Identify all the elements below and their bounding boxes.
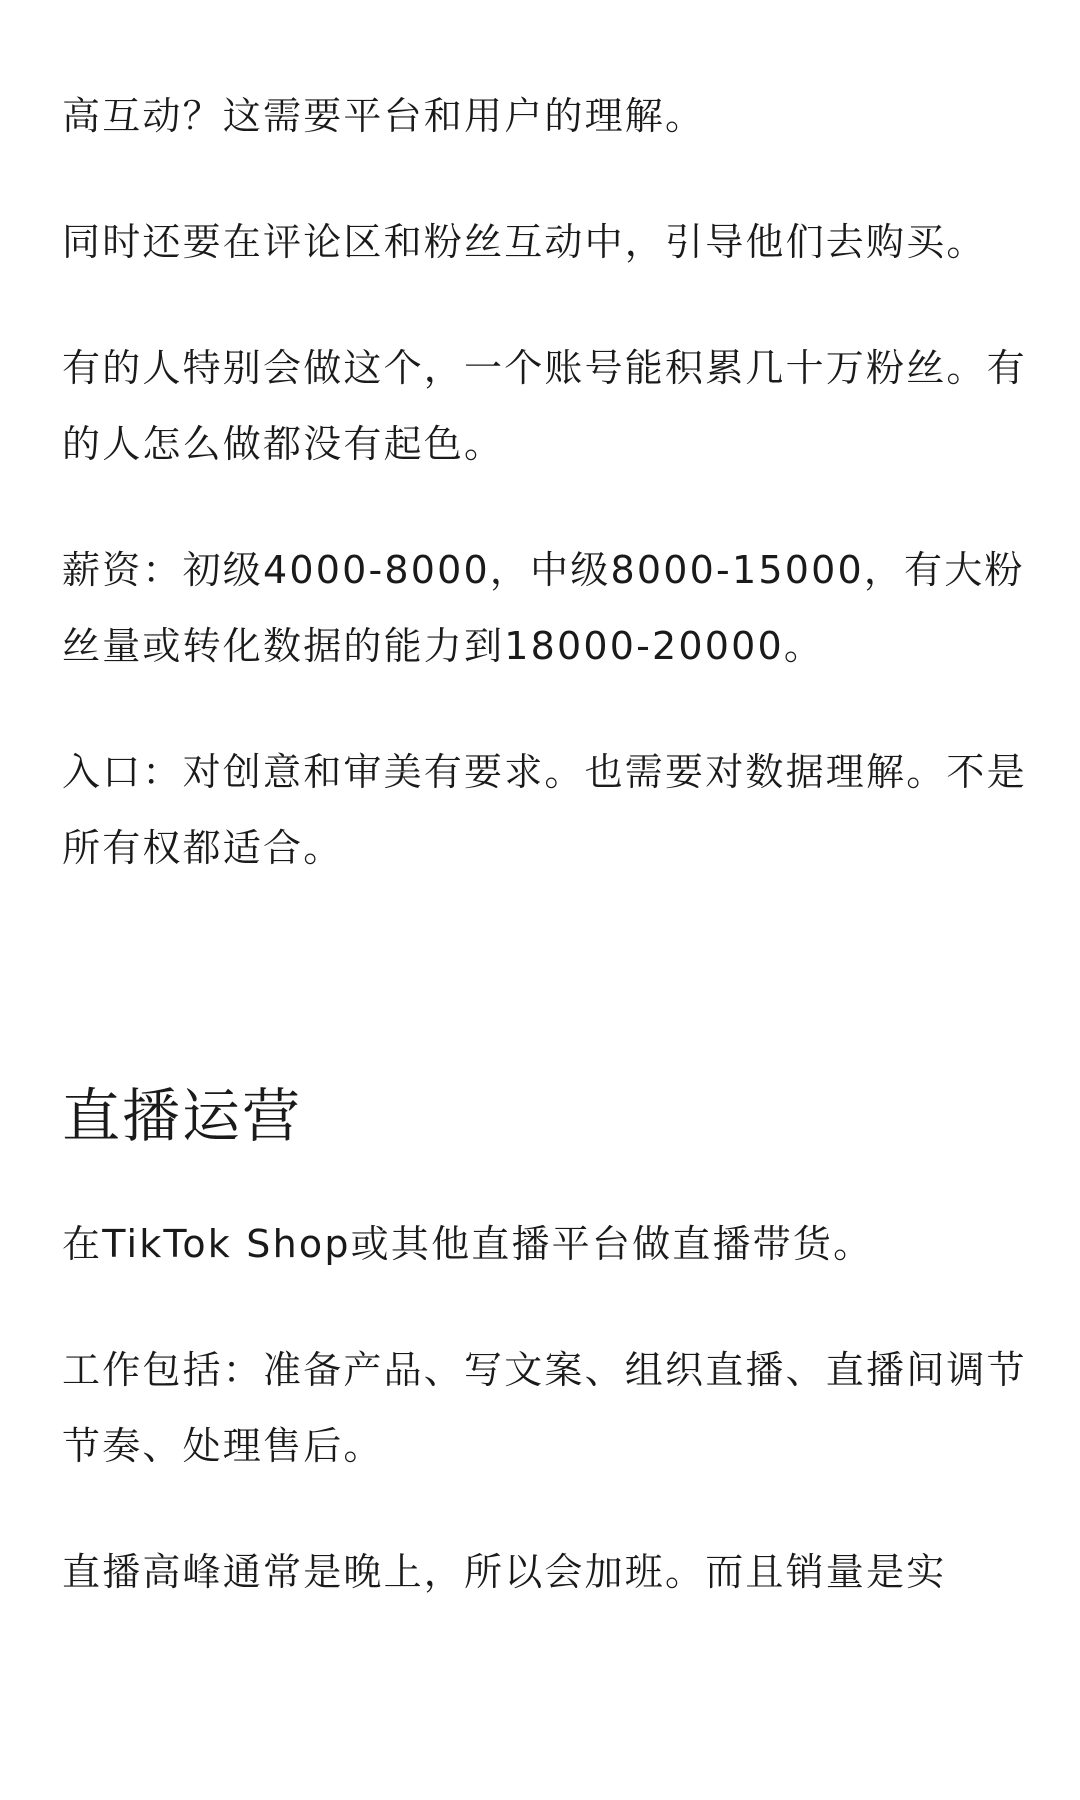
paragraph-salary: 薪资：初级4000-8000，中级8000-15000，有大粉丝量或转化数据的能力到18000-20000。	[62, 548, 1025, 668]
paragraph-job-duties: 工作包括：准备产品、写文案、组织直播、直播间调节节奏、处理售后。	[62, 1348, 1027, 1468]
paragraph-interaction-understanding: 高互动？这需要平台和用户的理解。	[62, 94, 706, 138]
paragraph-comment-engagement: 同时还要在评论区和粉丝互动中，引导他们去购买。	[62, 220, 987, 264]
paragraph-entry-requirements: 入口：对创意和审美有要求。也需要对数据理解。不是所有权都适合。	[62, 750, 1027, 870]
paragraph-livestream-platform: 在TikTok Shop或其他直播平台做直播带货。	[62, 1222, 874, 1266]
article-body	[62, 78, 1037, 1610]
section-heading-livestream-operations: 直播运营	[62, 1082, 303, 1150]
paragraph-follower-growth: 有的人特别会做这个，一个账号能积累几十万粉丝。有的人怎么做都没有起色。	[62, 346, 1027, 466]
paragraph-work-hours: 直播高峰通常是晚上，所以会加班。而且销量是实	[62, 1550, 947, 1594]
